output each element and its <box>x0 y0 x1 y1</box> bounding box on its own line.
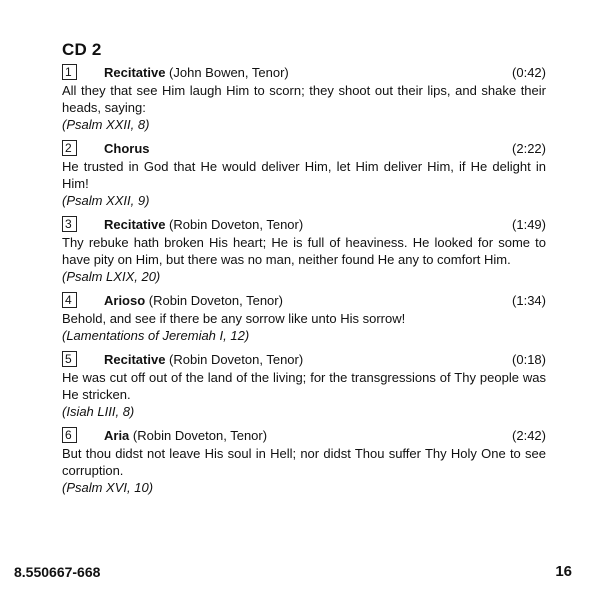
track-header <box>62 215 546 234</box>
track-number: 5 <box>62 351 77 367</box>
track-title <box>104 427 267 444</box>
track-number: 6 <box>62 427 77 443</box>
track-source: (Isiah LIII, 8) <box>62 404 135 419</box>
track-entry <box>62 426 546 496</box>
track-type: Arioso <box>104 293 146 308</box>
track-title <box>104 64 289 81</box>
track-source: (Lamentations of Jeremiah I, 12) <box>62 328 250 343</box>
track-source: (Psalm XXII, 9) <box>62 193 150 208</box>
track-lyrics: He trusted in God that He would deliver Him, let Him deliver Him, if He delight in Him! <box>62 159 546 191</box>
track-type: Recitative <box>104 352 166 367</box>
track-duration: (1:34) <box>512 293 546 308</box>
track-entry <box>62 63 546 133</box>
track-performer: (Robin Doveton, Tenor) <box>165 352 304 367</box>
track-type: Chorus <box>104 141 150 156</box>
track-type: Recitative <box>104 65 166 80</box>
track-duration: (2:22) <box>512 141 546 156</box>
page-heading: CD 2 <box>62 40 102 59</box>
track-title <box>104 351 303 368</box>
track-list <box>62 63 546 502</box>
track-performer: (Robin Doveton, Tenor) <box>129 428 268 443</box>
track-duration: (2:42) <box>512 428 546 443</box>
track-lyrics: All they that see Him laugh Him to scorn; they shoot out their lips, and shake their heads, saying: <box>62 83 546 115</box>
catalog-number: 8.550667-668 <box>14 564 101 580</box>
track-type: Aria <box>104 428 130 443</box>
track-title <box>104 292 283 309</box>
track-performer: (Robin Doveton, Tenor) <box>145 293 283 308</box>
track-entry <box>62 350 546 420</box>
track-number: 4 <box>62 292 77 308</box>
track-title <box>104 216 303 233</box>
track-lyrics: But thou didst not leave His soul in Hell; nor didst Thou suffer Thy Holy One to see corruption. <box>62 446 546 478</box>
track-entry <box>62 215 546 285</box>
track-number: 2 <box>62 140 77 156</box>
track-performer: (John Bowen, Tenor) <box>165 65 289 80</box>
track-duration: (1:49) <box>512 217 546 232</box>
track-source: (Psalm XVI, 10) <box>62 480 154 495</box>
track-duration: (0:42) <box>512 65 546 80</box>
track-source: (Psalm LXIX, 20) <box>62 269 161 284</box>
track-header <box>62 426 546 445</box>
track-lyrics: He was cut off out of the land of the living; for the transgressions of Thy people was He stricken. <box>62 370 546 402</box>
track-source: (Psalm XXII, 8) <box>62 117 150 132</box>
track-title <box>104 140 150 157</box>
track-header <box>62 63 546 82</box>
track-performer: (Robin Doveton, Tenor) <box>165 217 304 232</box>
track-type: Recitative <box>104 217 166 232</box>
track-duration: (0:18) <box>512 352 546 367</box>
track-header <box>62 350 546 369</box>
track-number: 1 <box>62 64 77 80</box>
track-header <box>62 291 546 310</box>
track-lyrics: Thy rebuke hath broken His heart; He is full of heaviness. He looked for some to have pity on Him, but there was no man, neither found He any to comfort Him. <box>62 235 546 267</box>
track-entry <box>62 291 546 344</box>
track-entry <box>62 139 546 209</box>
track-lyrics: Behold, and see if there be any sorrow like unto His sorrow! <box>62 311 406 326</box>
page-number: 16 <box>555 563 572 580</box>
track-header <box>62 139 546 158</box>
track-number: 3 <box>62 216 77 232</box>
